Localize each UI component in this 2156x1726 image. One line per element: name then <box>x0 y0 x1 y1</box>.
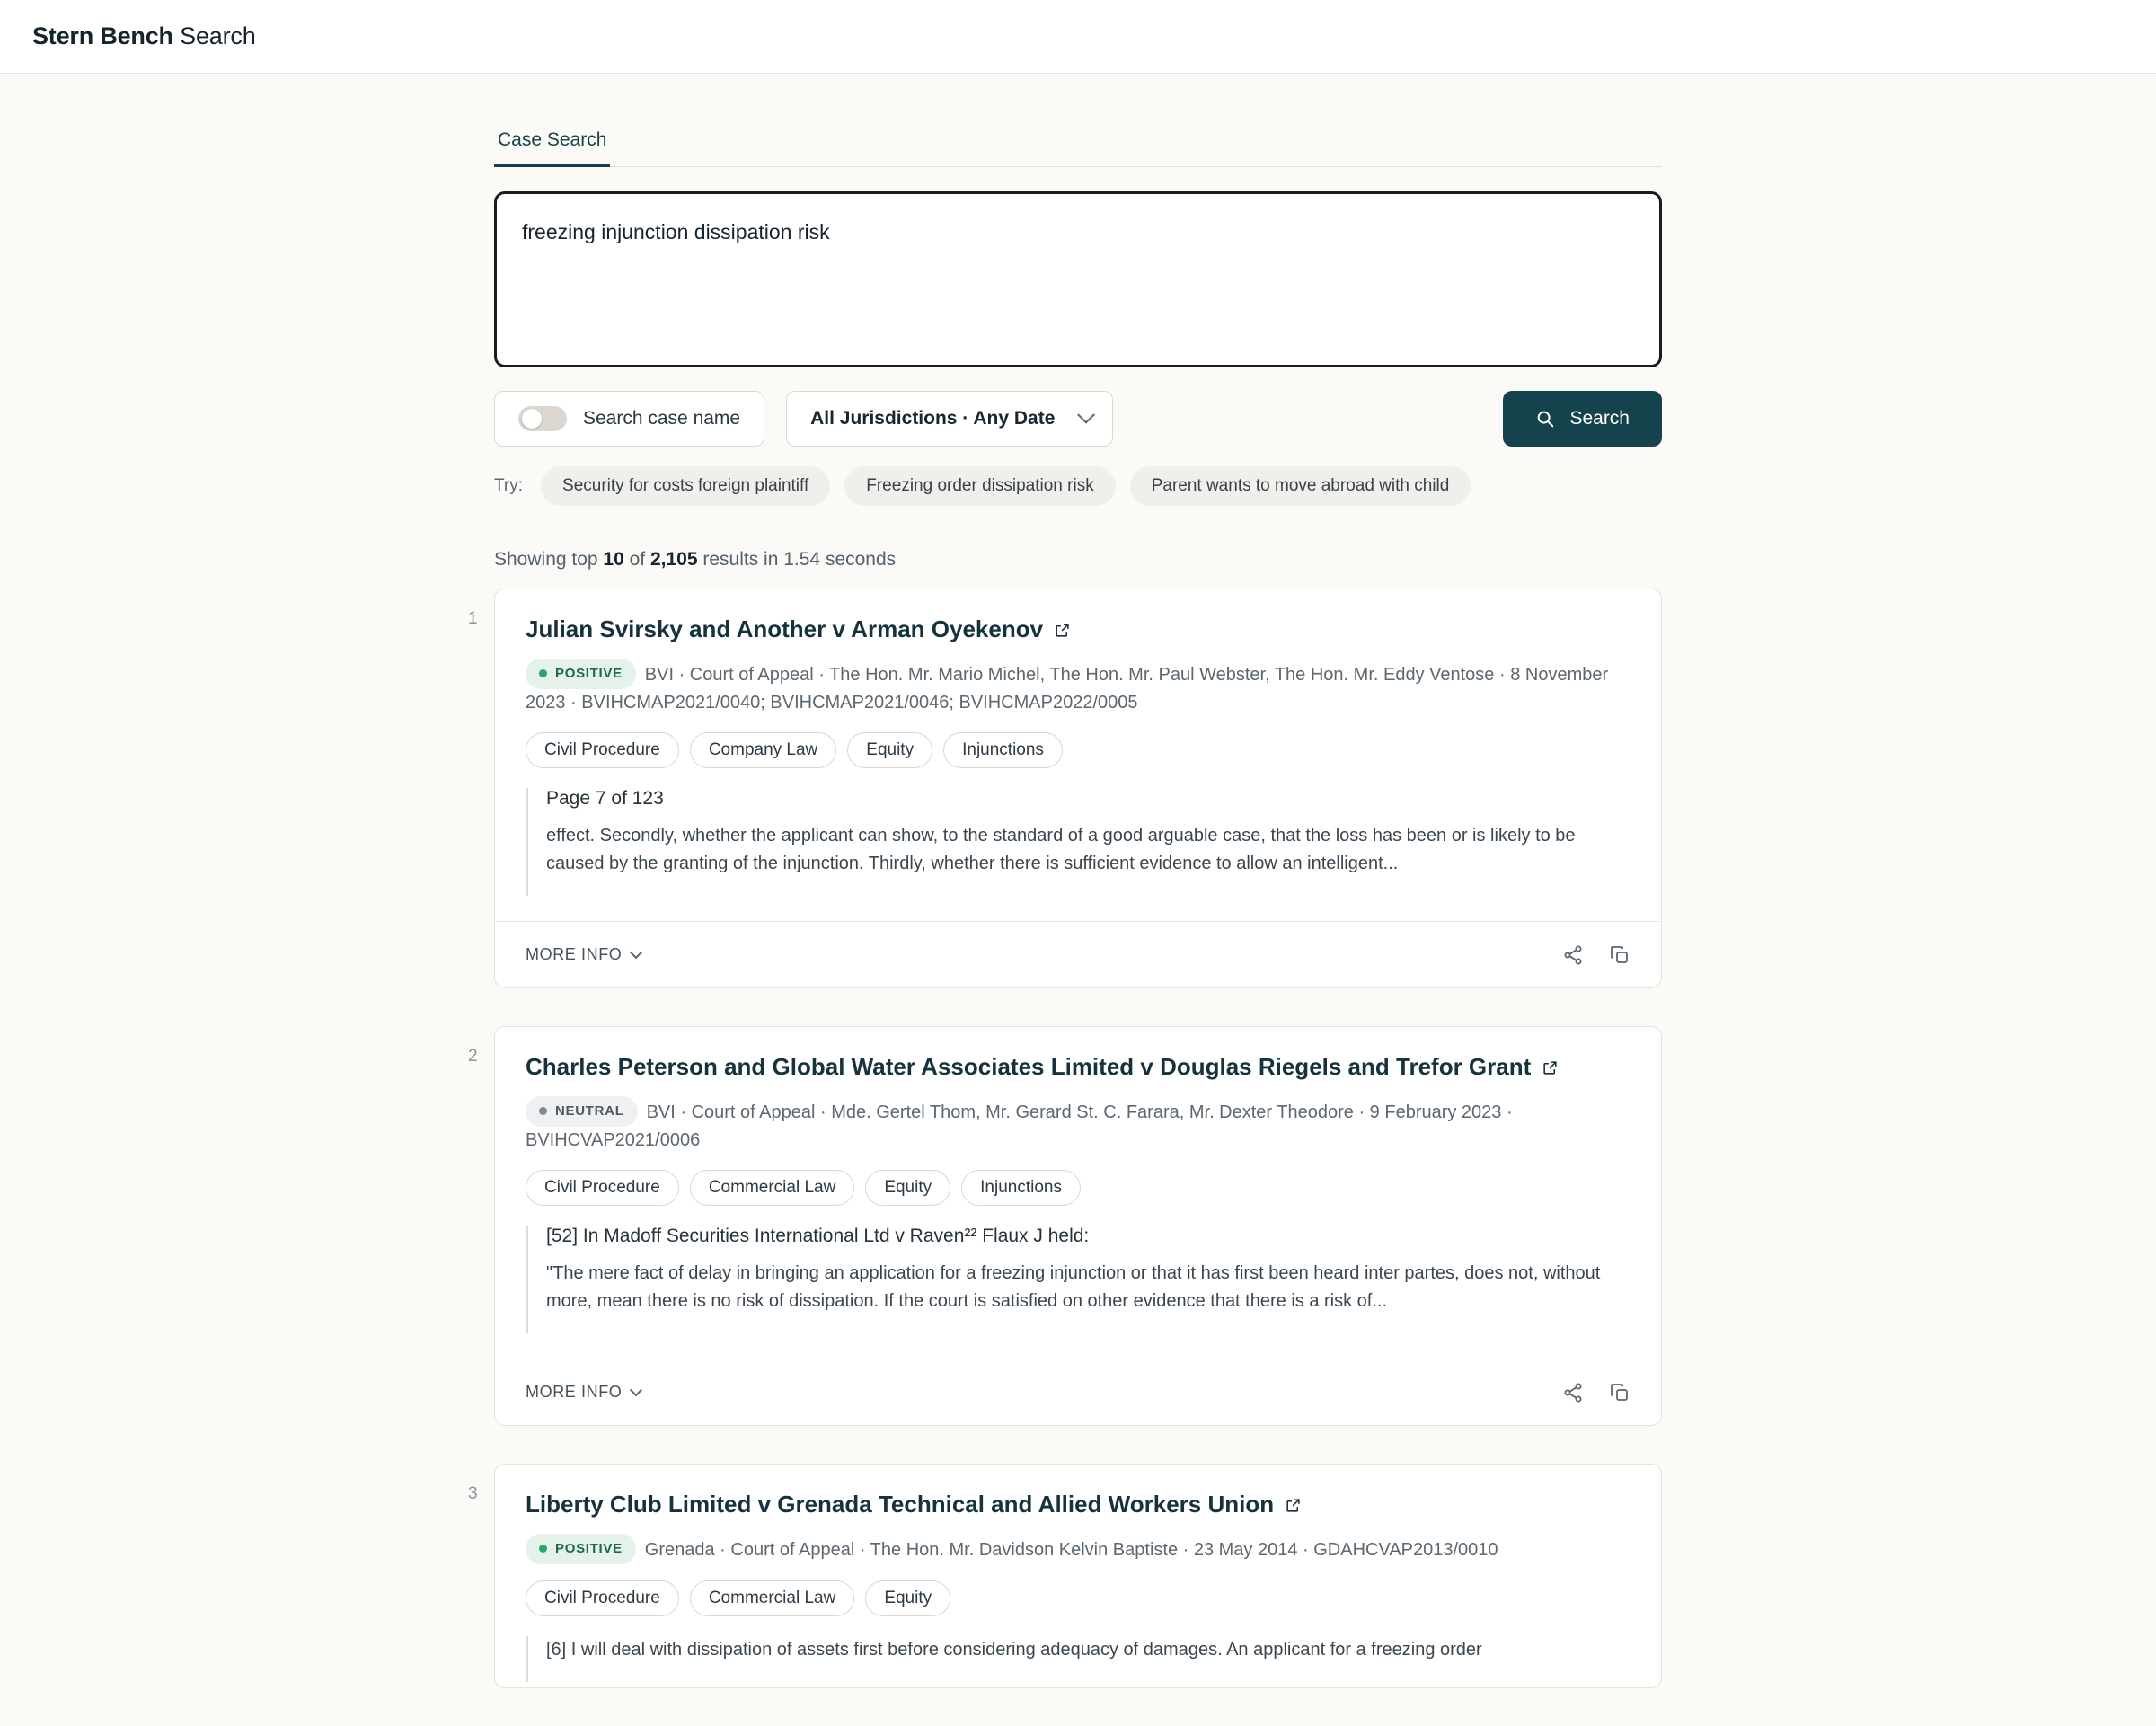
snippet-heading: Page 7 of 123 <box>546 788 664 809</box>
result-tags <box>526 1170 1630 1206</box>
result-citation-line <box>526 1534 1630 1565</box>
status-badge <box>526 1096 638 1128</box>
suggestion-chip-3[interactable]: Parent wants to move abroad with child <box>1130 466 1471 506</box>
tab-case-search[interactable] <box>494 129 610 166</box>
status-dot-icon <box>539 1545 547 1553</box>
chevron-down-icon <box>630 1384 642 1396</box>
status-badge <box>526 1534 636 1565</box>
result-title-text: Charles Peterson and Global Water Associates Limited v Douglas Riegels and Trefor Grant <box>526 1053 1532 1080</box>
search-icon <box>1535 409 1555 429</box>
result-title-text: Julian Svirsky and Another v Arman Oyekenov <box>526 615 1044 642</box>
result-tags <box>526 732 1630 768</box>
chevron-down-icon <box>630 946 642 959</box>
snippet-text: [6] I will deal with dissipation of assets first before considering adequacy of damages. An applicant for a freezing order <box>546 1640 1482 1660</box>
result-tag[interactable]: Civil Procedure <box>526 732 679 768</box>
status-badge-label: POSITIVE <box>555 665 623 681</box>
result-footer <box>495 1359 1661 1425</box>
search-button-label: Search <box>1569 408 1630 429</box>
try-label: Try: <box>494 476 524 495</box>
result-title-text: Liberty Club Limited v Grenada Technical and Allied Workers Union <box>526 1491 1275 1518</box>
result-card <box>468 589 1662 988</box>
result-tags <box>526 1580 1630 1616</box>
results-list <box>468 589 1662 1688</box>
result-body <box>495 1465 1661 1687</box>
result-citation: Grenada · Court of Appeal · The Hon. Mr. Davidson Kelvin Baptiste · 23 May 2014 · GDAHCVAP2013/0010 <box>644 1539 1498 1560</box>
meta-prefix: Showing top <box>494 549 604 570</box>
share-icon[interactable] <box>1562 1382 1584 1403</box>
external-link-icon[interactable] <box>1054 622 1071 639</box>
result-rank: 1 <box>468 609 478 628</box>
snippet-text: effect. Secondly, whether the applicant can show, to the standard of a good arguable case, that the loss has been or is likely to be caused by the granting of the injunction. Thirdly, whether there is sufficient evidence to allow an intelligent... <box>546 826 1576 873</box>
jurisdiction-filter-label: All Jurisdictions · Any Date <box>810 408 1056 429</box>
result-body <box>495 1027 1661 1339</box>
meta-top-count: 10 <box>603 549 624 570</box>
result-citation: BVI · Court of Appeal · Mde. Gertel Thom, Mr. Gerard St. C. Farara, Mr. Dexter Theodore · 9 February 2023 · BVIHCVAP2021/0006 <box>526 1102 1513 1150</box>
result-actions <box>1562 944 1630 966</box>
search-case-name-toggle[interactable] <box>494 391 764 447</box>
more-info-label: MORE INFO <box>526 1383 623 1401</box>
brand-product: Search <box>180 22 256 49</box>
result-card <box>468 1026 1662 1426</box>
result-tag[interactable]: Commercial Law <box>690 1580 854 1616</box>
suggestions-row <box>494 466 1662 506</box>
result-tag[interactable]: Equity <box>865 1170 950 1206</box>
suggestion-chip-2[interactable]: Freezing order dissipation risk <box>844 466 1115 506</box>
result-title[interactable] <box>526 615 1630 644</box>
brand-name: Stern Bench <box>32 22 173 49</box>
snippet-text: "The mere fact of delay in bringing an application for a freezing injunction or that it has first been heard inter partes, does not, without more, mean there is no risk of dissipation. If the court is satisfied on other evidence that there is a risk of... <box>546 1263 1601 1311</box>
result-tag[interactable]: Injunctions <box>943 732 1063 768</box>
result-tag[interactable]: Civil Procedure <box>526 1170 679 1206</box>
status-dot-icon <box>539 669 547 677</box>
result-tag[interactable]: Equity <box>865 1580 950 1616</box>
meta-total-count: 2,105 <box>649 549 698 570</box>
toggle-knob <box>522 409 542 429</box>
external-link-icon[interactable] <box>1285 1497 1302 1514</box>
status-badge-label: NEUTRAL <box>555 1102 624 1119</box>
app-header <box>0 0 2156 74</box>
search-button[interactable] <box>1503 391 1662 447</box>
jurisdiction-date-filter[interactable] <box>786 391 1113 447</box>
tab-bar <box>494 129 1662 167</box>
meta-suffix: results in 1.54 seconds <box>697 549 897 570</box>
result-rank: 2 <box>468 1047 478 1066</box>
result-citation: BVI · Court of Appeal · The Hon. Mr. Mario Michel, The Hon. Mr. Paul Webster, The Hon. Mr. Eddy Ventose · 8 November 2023 · BVIHCMAP2021/0040; BVIHCMAP2021/0046; BVIHCMAP2022/0005 <box>526 664 1609 713</box>
result-citation-line <box>526 659 1630 717</box>
result-tag[interactable]: Company Law <box>690 732 836 768</box>
more-info-button[interactable] <box>526 1383 641 1402</box>
result-citation-line <box>526 1096 1630 1155</box>
result-tag[interactable]: Commercial Law <box>690 1170 854 1206</box>
result-footer <box>495 921 1661 987</box>
search-query-textarea[interactable] <box>494 191 1662 367</box>
meta-of: of <box>623 549 650 570</box>
suggestion-chip-1[interactable]: Security for costs foreign plaintiff <box>541 466 830 506</box>
toggle-switch[interactable] <box>518 406 567 431</box>
status-badge-label: POSITIVE <box>555 1540 623 1556</box>
copy-icon[interactable] <box>1609 1382 1630 1403</box>
results-meta <box>494 549 1662 571</box>
page-container <box>468 74 1662 1688</box>
search-controls <box>494 391 1662 447</box>
copy-icon[interactable] <box>1609 944 1630 966</box>
status-badge <box>526 659 636 690</box>
tab-case-search-label: Case Search <box>498 129 607 150</box>
result-snippet <box>526 1226 1630 1333</box>
snippet-heading: [52] In Madoff Securities International Ltd v Raven²² Flaux J held: <box>546 1226 1090 1246</box>
search-query-value: freezing injunction dissipation risk <box>522 220 830 243</box>
external-link-icon[interactable] <box>1542 1059 1559 1076</box>
share-icon[interactable] <box>1562 944 1584 966</box>
result-actions <box>1562 1382 1630 1403</box>
more-info-button[interactable] <box>526 945 641 964</box>
result-tag[interactable]: Equity <box>847 732 932 768</box>
result-title[interactable] <box>526 1052 1630 1082</box>
more-info-label: MORE INFO <box>526 945 623 963</box>
result-snippet <box>526 788 1630 896</box>
result-card <box>468 1464 1662 1688</box>
status-dot-icon <box>539 1107 547 1115</box>
result-tag[interactable]: Civil Procedure <box>526 1580 679 1616</box>
result-rank: 3 <box>468 1484 478 1503</box>
brand-logo[interactable] <box>32 22 256 50</box>
toggle-label: Search case name <box>583 408 741 429</box>
chevron-down-icon <box>1077 406 1095 424</box>
result-body <box>495 589 1661 901</box>
result-snippet <box>526 1636 1630 1682</box>
result-tag[interactable]: Injunctions <box>961 1170 1081 1206</box>
result-title[interactable] <box>526 1490 1630 1519</box>
